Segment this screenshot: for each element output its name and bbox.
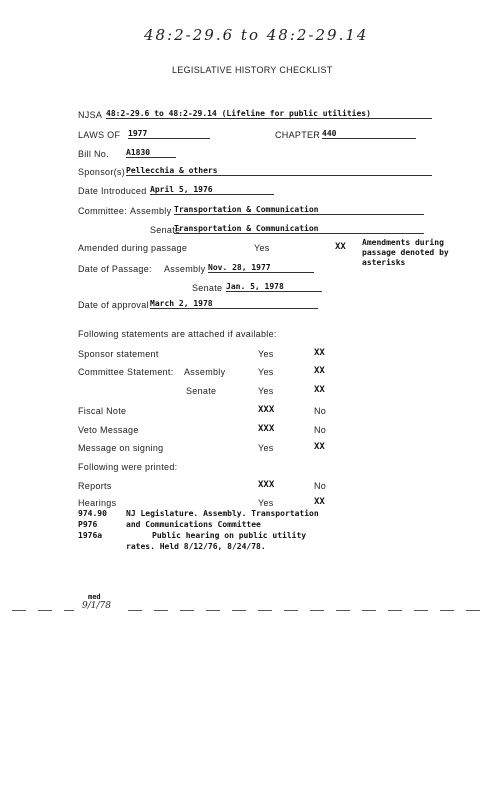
approval-label: Date of approval: [78, 300, 149, 310]
introduced-label: Date Introduced: [78, 186, 147, 196]
reports-yes-mark: XXX: [258, 480, 275, 490]
hearings-yes: Yes: [258, 498, 274, 508]
footer-date: 9/1/78: [82, 601, 111, 611]
sponsor-value: Pellecchia & others: [126, 166, 432, 176]
introduced-value: April 5, 1976: [150, 185, 274, 195]
citation-line-3: Public hearing on public utility: [152, 531, 307, 540]
page-title: LEGISLATIVE HISTORY CHECKLIST: [172, 65, 333, 75]
passage-assembly-label: Assembly: [164, 264, 206, 274]
chapter-value: 440: [322, 129, 416, 139]
committee-senate-value: Transportation & Communication: [174, 224, 424, 234]
laws-value: 1977: [128, 129, 210, 139]
committee-assembly-yes: Yes: [258, 367, 274, 377]
passage-senate-value: Jan. 5, 1978: [226, 282, 322, 292]
citation-line-2: and Communications Committee: [126, 520, 261, 529]
committee-assembly-value: Transportation & Communication: [174, 205, 424, 215]
njsa-label: NJSA: [78, 110, 103, 120]
veto-message-label: Veto Message: [78, 425, 139, 435]
handwritten-statute-range: 48:2-29.6 to 48:2-29.14: [144, 26, 369, 44]
committee-statement-senate: Senate: [186, 386, 217, 396]
passage-label: Date of Passage:: [78, 264, 152, 274]
committee-statement-label: Committee Statement:: [78, 367, 174, 377]
reports-no: No: [314, 481, 327, 491]
footer-initials: med: [88, 593, 101, 601]
printed-intro: Following were printed:: [78, 462, 178, 472]
sponsor-statement-yes: Yes: [258, 349, 274, 359]
statements-intro: Following statements are attached if available:: [78, 329, 277, 339]
chapter-label: CHAPTER: [275, 130, 321, 140]
amended-label: Amended during passage: [78, 243, 188, 253]
veto-message-yes-mark: XXX: [258, 424, 275, 434]
amended-yes-label: Yes: [254, 243, 270, 253]
bill-value: A1830: [126, 148, 176, 158]
committee-statement-assembly: Assembly: [184, 367, 226, 377]
citation-call-number-3: 1976a: [78, 531, 103, 540]
sponsor-label: Sponsor(s): [78, 167, 126, 177]
citation-line-4: rates. Held 8/12/76, 8/24/78.: [126, 542, 266, 551]
committee-label: Committee:: [78, 206, 128, 216]
fiscal-note-label: Fiscal Note: [78, 406, 127, 416]
approval-value: March 2, 1978: [150, 299, 318, 309]
veto-message-no: No: [314, 425, 327, 435]
sponsor-statement-no-mark: XX: [314, 348, 325, 358]
fiscal-note-yes-mark: XXX: [258, 405, 275, 415]
njsa-value: 48:2-29.6 to 48:2-29.14 (Lifeline for public utilities): [106, 109, 432, 119]
citation-call-number-1: 974.90: [78, 509, 107, 518]
citation-call-number-2: P976: [78, 520, 98, 529]
committee-senate-no-mark: XX: [314, 385, 325, 395]
sponsor-statement-label: Sponsor statement: [78, 349, 159, 359]
passage-senate-label: Senate: [192, 283, 223, 293]
amended-no-mark: XX: [335, 242, 346, 252]
message-on-signing-label: Message on signing: [78, 443, 164, 453]
committee-assembly-label: Assembly: [130, 206, 172, 216]
message-on-signing-no-mark: XX: [314, 442, 325, 452]
message-on-signing-yes: Yes: [258, 443, 274, 453]
fiscal-note-no: No: [314, 406, 327, 416]
passage-assembly-value: Nov. 28, 1977: [208, 263, 314, 273]
citation-line-1: NJ Legislature. Assembly. Transportation: [126, 509, 319, 518]
amended-note: Amendments during passage denoted by asterisks: [362, 238, 449, 267]
bill-label: Bill No.: [78, 149, 109, 159]
committee-senate-label: Senate: [150, 225, 181, 235]
committee-senate-yes: Yes: [258, 386, 274, 396]
laws-label: LAWS OF: [78, 130, 121, 140]
hearings-no-mark: XX: [314, 497, 325, 507]
committee-assembly-no-mark: XX: [314, 366, 325, 376]
hearings-label: Hearings: [78, 498, 117, 508]
reports-label: Reports: [78, 481, 112, 491]
